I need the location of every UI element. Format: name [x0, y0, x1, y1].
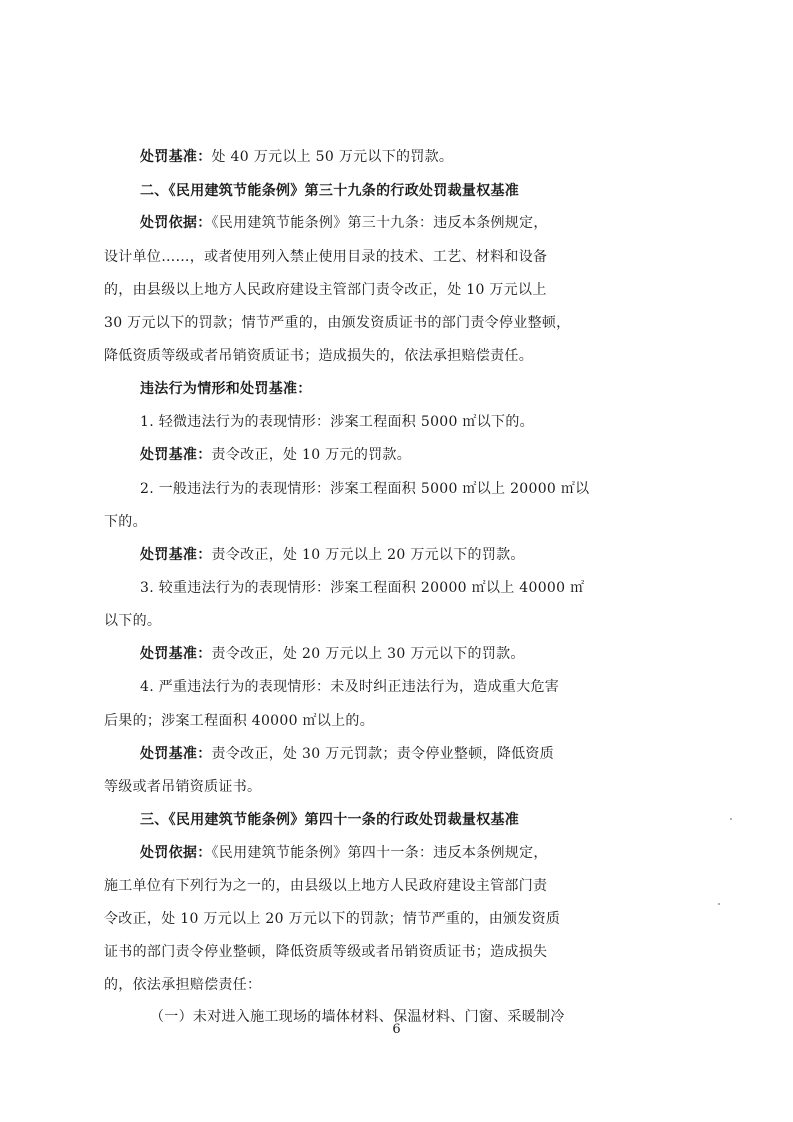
text-line: 处罚基准：责令改正，处 10 万元的罚款。 [140, 447, 412, 463]
text-line: 处罚基准：处 40 万元以上 50 万元以下的罚款。 [140, 149, 454, 165]
text-line: 处罚依据：《民用建筑节能条例》第四十一条：违反本条例规定， [140, 845, 548, 861]
text-line: 30 万元以下的罚款；情节严重的，由颁发资质证书的部门责令停业整顿， [104, 315, 571, 331]
text-line: （一）未对进入施工现场的墙体材料、保温材料、门窗、采暖制冷 [150, 1009, 565, 1025]
text-line: 2. 一般违法行为的表现情形：涉案工程面积 5000 ㎡以上 20000 ㎡以 [140, 481, 590, 497]
text-line: 4. 严重违法行为的表现情形：未及时纠正违法行为，造成重大危害 [140, 679, 560, 695]
text-line: 降低资质等级或者吊销资质证书；造成损失的，依法承担赔偿责任。 [104, 348, 533, 364]
text-line: 处罚依据：《民用建筑节能条例》第三十九条：违反本条例规定， [140, 215, 548, 231]
page-number: 6 [392, 1022, 401, 1037]
text-line: 处罚基准：责令改正，处 30 万元罚款；责令停业整顿，降低资质 [140, 746, 555, 762]
text-line: 1. 轻微违法行为的表现情形：涉案工程面积 5000 ㎡以下的。 [140, 414, 534, 430]
text-line: 后果的；涉案工程面积 40000 ㎡以上的。 [104, 713, 375, 729]
text-line: 设计单位……，或者使用列入禁止使用目录的技术、工艺、材料和设备 [104, 249, 548, 265]
text-line: 的，由县级以上地方人民政府建设主管部门责令改正，处 10 万元以上 [104, 282, 547, 298]
text-line: 以下的。 [104, 613, 162, 629]
text-line: 等级或者吊销资质证书。 [104, 779, 262, 795]
text-line: 处罚基准：责令改正，处 10 万元以上 20 万元以下的罚款。 [140, 547, 525, 563]
section-heading: 三、《民用建筑节能条例》第四十一条的行政处罚裁量权基准 [140, 812, 520, 828]
text-line: 下的。 [104, 514, 147, 530]
text-line: 施工单位有下列行为之一的，由县级以上地方人民政府建设主管部门责 [104, 878, 548, 894]
text-line: 令改正，处 10 万元以上 20 万元以下的罚款；情节严重的，由颁发资质 [104, 911, 561, 927]
scan-speck [730, 818, 732, 820]
text-line: 处罚基准：责令改正，处 20 万元以上 30 万元以下的罚款。 [140, 646, 525, 662]
scan-speck [718, 903, 720, 905]
text-line: 证书的部门责令停业整顿，降低资质等级或者吊销资质证书；造成损失 [104, 944, 548, 960]
section-heading: 二、《民用建筑节能条例》第三十九条的行政处罚裁量权基准 [140, 183, 520, 199]
text-line: 的，依法承担赔偿责任： [104, 977, 262, 993]
text-line: 3. 较重违法行为的表现情形：涉案工程面积 20000 ㎡以上 40000 ㎡ [140, 580, 585, 596]
subsection-heading: 违法行为情形和处罚基准： [140, 381, 312, 397]
